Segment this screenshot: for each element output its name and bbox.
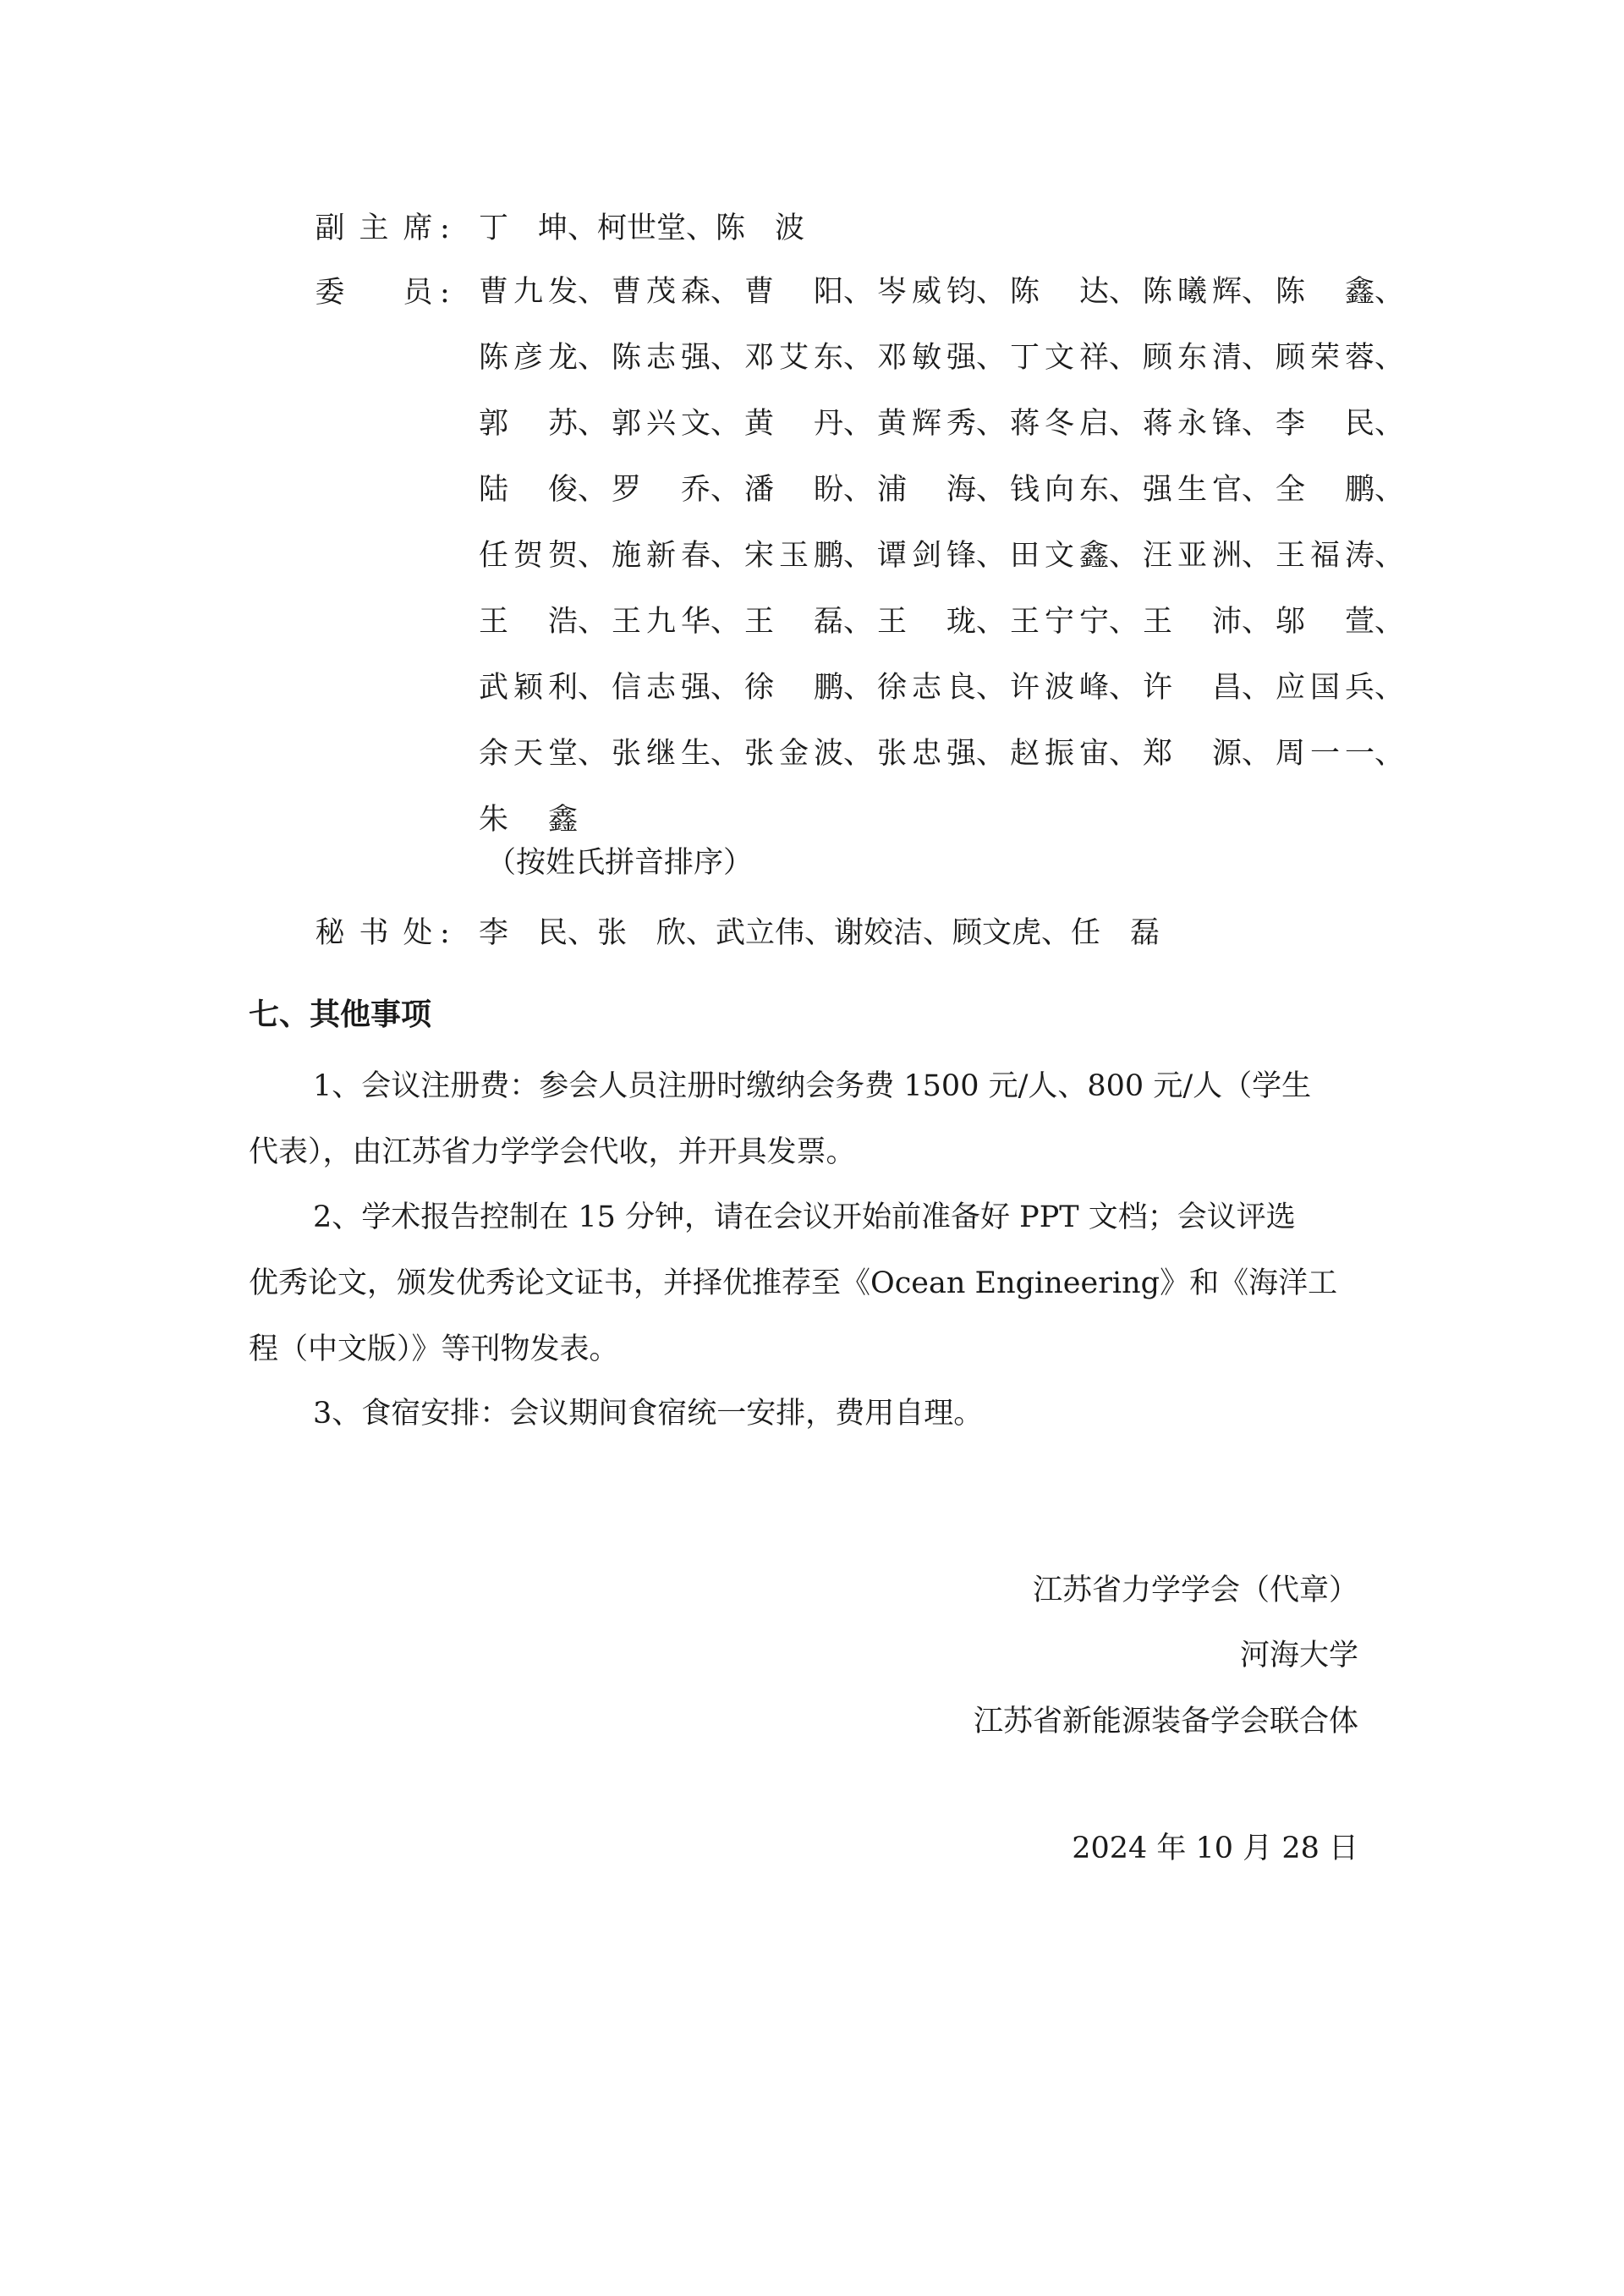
member-name: 信志强 [612,671,710,705]
name-separator: 、 [843,605,874,639]
member-name: 王九华 [612,605,710,639]
name-separator: 、 [578,473,608,507]
name-separator: 、 [843,539,874,573]
vice-chairs-names: 丁 坤、柯世堂、陈 波 [479,211,805,245]
sort-note: （按姓氏拼音排序） [486,846,754,880]
member-name: 王宁宁 [1010,605,1109,639]
name-separator: 、 [578,407,608,441]
name-separator: 、 [843,341,874,375]
members-line [479,589,1409,655]
member-name: 全 鹏 [1276,473,1374,507]
name-separator: 、 [1242,407,1272,441]
member-name: 余天堂 [479,737,578,771]
member-name: 汪亚洲 [1143,539,1242,573]
section-heading: 七、其他事项 [249,997,432,1032]
member-name: 李 民 [1276,407,1374,441]
members-list [479,259,1409,853]
member-name: 潘 盼 [744,473,843,507]
member-name: 郭兴文 [612,407,710,441]
name-separator: 、 [976,473,1007,507]
name-separator: 、 [1242,275,1272,309]
signature-org-2: 河海大学 [1239,1639,1358,1673]
label-char: 席 [403,211,433,245]
name-separator: 、 [1374,407,1405,441]
name-separator: 、 [578,341,608,375]
member-name: 徐志良 [877,671,976,705]
member-name: 陆 俊 [479,473,578,507]
paragraph-line: 优秀论文，颁发优秀论文证书，并择优推荐至《Ocean Engineering》和《海洋工 [249,1266,1338,1300]
name-separator: 、 [1109,539,1139,573]
name-separator: 、 [843,275,874,309]
member-name: 钱向东 [1010,473,1109,507]
member-name: 郭 苏 [479,407,578,441]
label-colon: : [440,276,450,310]
name-separator: 、 [1109,473,1139,507]
name-separator: 、 [710,737,741,771]
member-name: 王 磊 [744,605,843,639]
signature-org-1: 江苏省力学学会（代章） [1032,1574,1358,1607]
item-accommodation [249,1381,1386,1447]
name-separator: 、 [1242,737,1272,771]
name-separator: 、 [976,407,1007,441]
label-colon: : [440,916,450,950]
member-name: 周一一 [1276,737,1374,771]
item-registration-fee [249,1053,1386,1185]
member-name: 邓艾东 [744,341,843,375]
name-separator: 、 [710,341,741,375]
signature-org-3: 江苏省新能源装备学会联合体 [973,1705,1358,1738]
member-name: 陈 鑫 [1276,275,1374,309]
name-separator: 、 [710,671,741,705]
name-separator: 、 [843,737,874,771]
name-separator: 、 [976,341,1007,375]
member-name: 黄 丹 [744,407,843,441]
member-name: 曹茂森 [612,275,710,309]
paragraph-line: 2、学术报告控制在 15 分钟，请在会议开始前准备好 PPT 文档；会议评选 [313,1200,1296,1234]
name-separator: 、 [578,539,608,573]
member-name: 宋玉鹏 [744,539,843,573]
member-name: 施新春 [612,539,710,573]
members-line [479,259,1409,325]
member-name: 曹 阳 [744,275,843,309]
member-name: 蒋永锋 [1143,407,1242,441]
member-name: 王 珑 [877,605,976,639]
name-separator: 、 [710,605,741,639]
name-separator: 、 [1109,671,1139,705]
member-name: 张继生 [612,737,710,771]
name-separator: 、 [1109,275,1139,309]
member-name: 许波峰 [1010,671,1109,705]
member-name: 陈 达 [1010,275,1109,309]
member-name: 顾东清 [1143,341,1242,375]
members-line [479,391,1409,457]
member-name: 强生官 [1143,473,1242,507]
members-line [479,721,1409,787]
name-separator: 、 [843,671,874,705]
member-name: 曹九发 [479,275,578,309]
name-separator: 、 [578,737,608,771]
member-name: 丁文祥 [1010,341,1109,375]
name-separator: 、 [1374,539,1405,573]
secretariat-names: 李 民、张 欣、武立伟、谢姣洁、顾文虎、任 磊 [479,916,1160,950]
name-separator: 、 [1374,605,1405,639]
name-separator: 、 [1374,737,1405,771]
member-name: 郑 源 [1143,737,1242,771]
name-separator: 、 [1374,275,1405,309]
member-name: 任贺贺 [479,539,578,573]
label-char: 秘 [315,916,345,950]
name-separator: 、 [710,407,741,441]
member-name: 陈曦辉 [1143,275,1242,309]
label-char: 员 [403,276,433,310]
label-char: 处 [403,916,433,950]
label-char: 书 [359,916,389,950]
member-name: 邓敏强 [877,341,976,375]
paragraph-line: 3、食宿安排：会议期间食宿统一安排，费用自理。 [313,1397,984,1431]
name-separator: 、 [843,407,874,441]
name-separator: 、 [1242,671,1272,705]
member-name: 陈志强 [612,341,710,375]
name-separator: 、 [1109,737,1139,771]
name-separator: 、 [976,737,1007,771]
label-colon: : [440,211,450,245]
name-separator: 、 [1109,605,1139,639]
name-separator: 、 [1242,605,1272,639]
name-separator: 、 [578,605,608,639]
name-separator: 、 [976,275,1007,309]
name-separator: 、 [976,671,1007,705]
paragraph-line: 1、会议注册费：参会人员注册时缴纳会务费 1500 元/人、800 元/人（学生 [313,1069,1312,1103]
member-name: 朱 鑫 [479,803,578,837]
member-name: 蒋冬启 [1010,407,1109,441]
member-name: 王 沛 [1143,605,1242,639]
name-separator: 、 [1109,407,1139,441]
paragraph-line: 程（中文版）》等刊物发表。 [249,1332,619,1366]
name-separator: 、 [1242,539,1272,573]
name-separator: 、 [710,539,741,573]
member-name: 顾荣蓉 [1276,341,1374,375]
member-name: 武颖利 [479,671,578,705]
label-char: 主 [359,211,389,245]
name-separator: 、 [1242,341,1272,375]
member-name: 赵振宙 [1010,737,1109,771]
name-separator: 、 [1109,341,1139,375]
member-name: 岑威钧 [877,275,976,309]
label-char: 副 [315,211,345,245]
signature-date: 2024 年 10 月 28 日 [1072,1832,1358,1865]
name-separator: 、 [976,539,1007,573]
member-name: 谭剑锋 [877,539,976,573]
members-line [479,523,1409,589]
name-separator: 、 [1242,473,1272,507]
member-name: 陈彦龙 [479,341,578,375]
member-name: 应国兵 [1276,671,1374,705]
member-name: 徐 鹏 [744,671,843,705]
member-name: 王福涛 [1276,539,1374,573]
name-separator: 、 [1374,671,1405,705]
name-separator: 、 [578,671,608,705]
members-line [479,325,1409,391]
member-name: 邬 萱 [1276,605,1374,639]
label-char: 委 [315,276,345,310]
member-name: 黄辉秀 [877,407,976,441]
name-separator: 、 [1374,341,1405,375]
members-line [479,655,1409,721]
item-academic-report [249,1184,1386,1382]
name-separator: 、 [843,473,874,507]
member-name: 王 浩 [479,605,578,639]
member-name: 浦 海 [877,473,976,507]
member-name: 许 昌 [1143,671,1242,705]
name-separator: 、 [710,275,741,309]
paragraph-line: 代表），由江苏省力学学会代收，并开具发票。 [249,1135,856,1169]
member-name: 罗 乔 [612,473,710,507]
name-separator: 、 [1374,473,1405,507]
member-name: 田文鑫 [1010,539,1109,573]
name-separator: 、 [976,605,1007,639]
name-separator: 、 [578,275,608,309]
name-separator: 、 [710,473,741,507]
members-line [479,457,1409,523]
member-name: 张金波 [744,737,843,771]
member-name: 张忠强 [877,737,976,771]
